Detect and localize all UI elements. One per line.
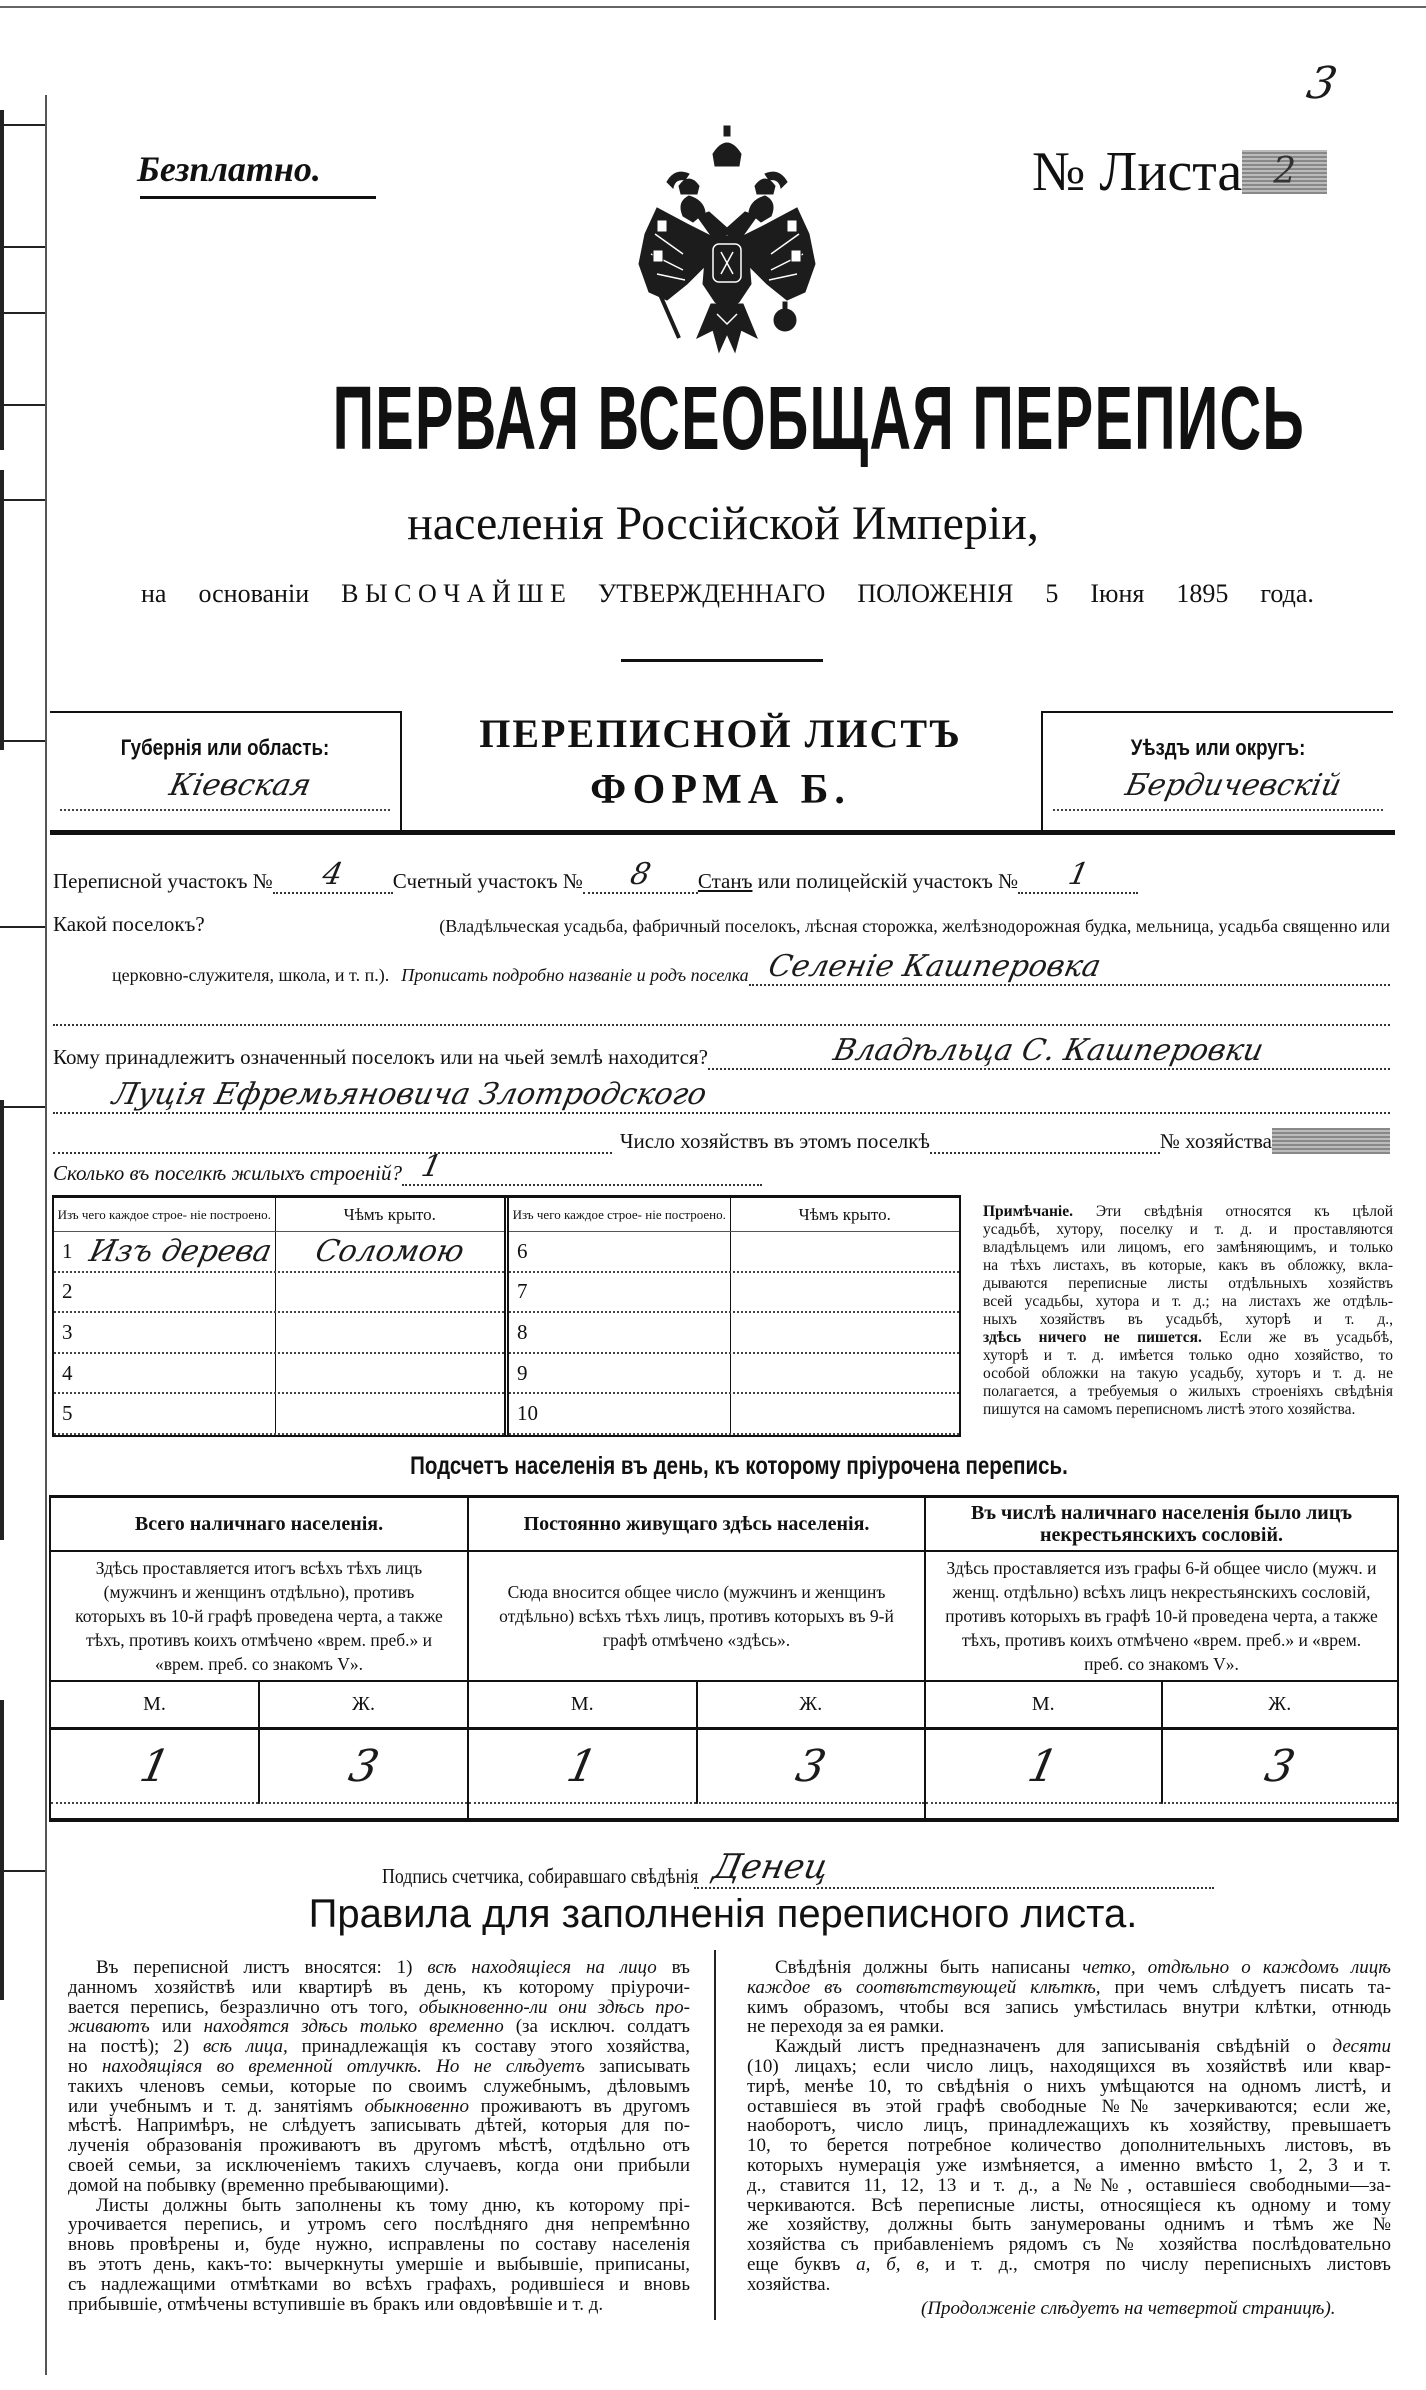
text-line bbox=[68, 2037, 690, 2057]
free-label-underline bbox=[140, 196, 376, 199]
text-line bbox=[983, 1383, 1393, 1401]
population-column bbox=[51, 1498, 467, 1818]
population-column bbox=[467, 1498, 924, 1818]
roof-header: Чѣмъ крыто. bbox=[343, 1204, 436, 1224]
text-line bbox=[68, 2136, 690, 2156]
rules-paragraph bbox=[747, 1958, 1391, 2037]
row-number: 8 bbox=[517, 1319, 528, 1344]
rules-left-column bbox=[68, 1958, 690, 2314]
text-segment: въ этотъ день, какъ-то: вычеркнуты умершіе и выбывшіе, приписаны, bbox=[68, 2253, 690, 2275]
text-line bbox=[68, 2196, 690, 2216]
building-row bbox=[509, 1394, 959, 1435]
text-segment: же хозяйству, должны быть занумерованы однимъ и тѣмъ же № bbox=[747, 2214, 1391, 2236]
settlement-instruction: Прописать подробно названіе и родъ поселка bbox=[401, 965, 749, 985]
household-no-label: № хозяйства bbox=[1159, 1129, 1272, 1153]
basis-word: УТВЕРЖДЕННАГО bbox=[597, 579, 826, 608]
gubernia-value: Кіевская bbox=[166, 768, 314, 803]
material-cell bbox=[509, 1313, 731, 1352]
header-bar bbox=[50, 830, 1395, 835]
emphasis-text: Примѣчаніе. bbox=[983, 1203, 1073, 1220]
text-segment: хуторѣ и т. д. имѣется только одно хозяйство, то bbox=[983, 1347, 1393, 1364]
buildings-table bbox=[52, 1195, 961, 1437]
male-header: М. bbox=[570, 1693, 594, 1715]
female-header: Ж. bbox=[258, 1682, 467, 1727]
text-line bbox=[68, 1998, 690, 2018]
emphasis-text: а, б, в, bbox=[856, 2253, 930, 2275]
text-segment: усадьбѣ, хутору, поселку и т. д. и проставляются bbox=[983, 1221, 1393, 1238]
text-segment: мѣстѣ. Напримѣръ, не слѣдуетъ записывать дѣтей, которыя для по- bbox=[68, 2115, 690, 2137]
text-segment: своей семьи, за исключеніемъ такихъ случаевъ, когда они прибыли bbox=[68, 2154, 690, 2176]
rules-paragraph bbox=[747, 2037, 1391, 2294]
basis-word: ПОЛОЖЕНІЯ bbox=[857, 579, 1014, 608]
text-segment: (за исключ. солдатъ bbox=[503, 2016, 690, 2038]
building-row bbox=[509, 1232, 959, 1273]
row-number: 4 bbox=[62, 1360, 73, 1385]
values-row bbox=[51, 1730, 467, 1818]
male-header: М. bbox=[143, 1693, 166, 1715]
text-segment: всей усадьбы, хутора и т. д.; на листахъ же отдѣль- bbox=[983, 1293, 1393, 1310]
material-cell bbox=[54, 1394, 276, 1433]
material-cell bbox=[54, 1232, 276, 1271]
text-line bbox=[68, 2156, 690, 2176]
households-row bbox=[53, 1118, 1390, 1154]
column-description: Сюда вносится общее число (мужчинъ и женщинъ отдѣльно) всѣхъ тѣхъ лицъ, противъ которыхъ въ 9-й графѣ отмѣчено «здѣсь». bbox=[469, 1552, 924, 1682]
margin-tick bbox=[0, 404, 45, 406]
text-line bbox=[68, 2295, 690, 2315]
top-edge bbox=[0, 6, 1426, 8]
form-title: ПЕРЕПИСНОЙ ЛИСТЪ bbox=[479, 711, 962, 756]
signature-field bbox=[694, 1843, 1214, 1889]
column-title: Постоянно живущаго здѣсь населенія. bbox=[469, 1498, 924, 1552]
margin-tick bbox=[0, 312, 45, 314]
text-segment: на постѣ); 2) bbox=[68, 2036, 203, 2058]
text-line bbox=[747, 2077, 1391, 2097]
building-row bbox=[54, 1313, 504, 1354]
material-cell bbox=[54, 1273, 276, 1312]
settlement-hint-2: церковно-служителя, школа, и т. п.). bbox=[112, 965, 390, 985]
census-district-label: Переписной участокъ № bbox=[53, 869, 273, 893]
settlement-hint: (Владѣльческая усадьба, фабричный поселокъ, лѣсная сторожка, желѣзнодорожная будка, мельница, усадьба священно или bbox=[439, 916, 1390, 936]
population-count-title: Подсчетъ населенія въ день, къ которому пріурочена перепись. bbox=[410, 1452, 1068, 1480]
text-segment: Свѣдѣнія должны быть написаны bbox=[775, 1957, 1083, 1978]
roof-cell bbox=[276, 1273, 505, 1312]
rules-paragraph bbox=[68, 1958, 690, 2196]
signature-value: Денец bbox=[709, 1847, 833, 1887]
text-line bbox=[983, 1365, 1393, 1383]
text-segment: принадлежащія къ составу этого хозяйства, bbox=[287, 2036, 690, 2058]
basis-word: В Ы С О Ч А Й Ш Е bbox=[341, 579, 566, 608]
owner-value-2: Луція Ефремьяновича Злотродского bbox=[109, 1077, 710, 1112]
text-segment: полагается, а требуемыя о жилыхъ строеніяхъ свѣдѣнія bbox=[983, 1383, 1393, 1400]
text-segment: д., ставится 11, 12, 13 и т. д., а №№, оставшіеся свободными—за- bbox=[747, 2174, 1391, 2196]
uezd-label: Уѣздъ или округъ: bbox=[1130, 735, 1306, 760]
row-number: 5 bbox=[62, 1401, 73, 1426]
settlement-label: Какой поселокъ? bbox=[53, 912, 205, 936]
roof-cell bbox=[731, 1273, 960, 1312]
settlement-row-2 bbox=[112, 950, 1390, 986]
rules-paragraph bbox=[68, 2196, 690, 2315]
blank-line bbox=[53, 990, 1390, 1026]
row-number: 9 bbox=[517, 1360, 528, 1385]
margin-tick bbox=[0, 1106, 45, 1108]
text-segment: и т. д., смотря по числу переписныхъ листовъ bbox=[929, 2253, 1391, 2275]
text-segment: черкиваются. Всѣ переписные листы, относящіеся къ одному и тому bbox=[747, 2194, 1391, 2216]
building-row bbox=[509, 1354, 959, 1395]
text-segment: особой обложки на такую усадьбу, хуторъ и т. д. не bbox=[983, 1365, 1393, 1382]
basis-word: основаніи bbox=[198, 579, 310, 608]
female-value: 3 bbox=[791, 1740, 831, 1792]
text-line bbox=[747, 1998, 1391, 2018]
male-value: 1 bbox=[562, 1740, 602, 1792]
text-line bbox=[983, 1347, 1393, 1365]
building-row bbox=[54, 1232, 504, 1273]
settlement-extra-line bbox=[53, 990, 1390, 1026]
sex-header-row bbox=[469, 1682, 924, 1730]
text-line bbox=[983, 1275, 1393, 1293]
document-subtitle: населенія Россійской Имперіи, bbox=[407, 497, 1039, 550]
male-header: М. bbox=[1031, 1693, 1055, 1715]
text-segment: тирѣ, менѣе 10, то свѣдѣнія о нихъ умѣщаются на одномъ листѣ, и bbox=[747, 2075, 1391, 2097]
document-title: ПЕРВАЯ ВСЕОБЩАЯ ПЕРЕПИСЬ bbox=[332, 369, 1306, 469]
owner-value-1: Владѣльца С. Кашперовки bbox=[830, 1033, 1268, 1068]
emphasis-text: всѣ находящіеся на лицо bbox=[427, 1957, 657, 1978]
column-title: Всего наличнаго населенія. bbox=[51, 1498, 467, 1552]
continued-note: (Продолженіе слѣдуетъ на четвертой страницѣ). bbox=[921, 2298, 1336, 2319]
population-table bbox=[49, 1495, 1399, 1822]
male-value-cell bbox=[51, 1730, 258, 1804]
buildings-table-right bbox=[504, 1198, 959, 1435]
sheet-number-value: 2 bbox=[1242, 150, 1327, 194]
text-segment: кимъ образомъ, чтобы вся запись умѣстилась внутри клѣтки, отнюдь bbox=[747, 1996, 1391, 2018]
material-cell bbox=[509, 1394, 731, 1433]
text-segment: проживаютъ въ другомъ bbox=[469, 2095, 691, 2117]
owner-row bbox=[53, 1034, 1390, 1070]
form-name: ФОРМА Б. bbox=[590, 767, 851, 813]
text-line bbox=[747, 2057, 1391, 2077]
text-line bbox=[983, 1257, 1393, 1275]
text-segment: при чемъ слѣдуетъ писать та- bbox=[1100, 1976, 1391, 1998]
stan-field bbox=[1018, 858, 1138, 894]
male-value: 1 bbox=[135, 1740, 174, 1792]
female-value: 3 bbox=[1260, 1740, 1300, 1792]
text-segment: вается перепись, безразлично отъ того, bbox=[68, 1996, 419, 2018]
text-segment: записывать bbox=[584, 2055, 691, 2077]
roof-cell bbox=[731, 1394, 960, 1433]
census-district-value: 4 bbox=[319, 857, 347, 892]
female-value-cell bbox=[258, 1730, 467, 1804]
title-divider bbox=[621, 659, 823, 662]
text-line bbox=[68, 2116, 690, 2136]
text-line bbox=[747, 2235, 1391, 2255]
text-line bbox=[747, 1978, 1391, 1998]
text-segment: домой на побывку (временно пребывающими). bbox=[68, 2174, 450, 2196]
male-value-cell bbox=[469, 1730, 696, 1804]
basis-word: 5 bbox=[1045, 579, 1059, 608]
margin-tick bbox=[0, 1870, 45, 1872]
text-line bbox=[68, 2235, 690, 2255]
roof-cell bbox=[731, 1313, 960, 1352]
text-segment: оставшіеся въ этой графѣ свободные №№ зачеркиваются; если же, bbox=[747, 2095, 1391, 2117]
emphasis-text: находящіяся во временной отлучкѣ. Но не слѣдуетъ bbox=[101, 2055, 585, 2077]
text-line bbox=[68, 2077, 690, 2097]
male-value-cell bbox=[926, 1730, 1161, 1804]
text-segment: дываются переписные листы отдѣльныхъ хозяйствъ bbox=[983, 1275, 1393, 1292]
text-line bbox=[747, 2156, 1391, 2176]
owner-field bbox=[708, 1034, 1390, 1070]
text-line bbox=[68, 2097, 690, 2117]
text-line bbox=[983, 1293, 1393, 1311]
text-segment: пишутся на самомъ переписномъ листѣ этого хозяйства. bbox=[983, 1401, 1356, 1418]
text-segment: ныхъ хозяйствъ въ усадьбѣ, хуторѣ и т. д., bbox=[983, 1311, 1393, 1328]
text-segment: или bbox=[149, 2016, 204, 2038]
text-segment: но bbox=[68, 2055, 102, 2077]
emphasis-text: обыкновенно-ли они здѣсь про- bbox=[418, 1996, 690, 2018]
text-line bbox=[747, 2017, 1391, 2037]
count-district-label: Счетный участокъ № bbox=[392, 869, 583, 893]
text-segment: Въ переписной листъ вносятся: 1) bbox=[96, 1957, 428, 1978]
uezd-box bbox=[1041, 711, 1393, 833]
rules-right-column bbox=[747, 1958, 1391, 2295]
text-segment: 10, то берется потребное количество дополнительныхъ листовъ, въ bbox=[747, 2135, 1391, 2157]
uezd-value: Бердичевскій bbox=[1121, 768, 1345, 803]
text-line bbox=[747, 2275, 1391, 2295]
census-district-field bbox=[273, 858, 393, 894]
row-number: 2 bbox=[62, 1279, 73, 1304]
settlement-value: Селеніе Кашперовка bbox=[764, 949, 1104, 984]
buildings-count-field bbox=[402, 1150, 762, 1186]
text-segment: Эти свѣдѣнія относятся къ цѣлой bbox=[1072, 1203, 1393, 1220]
text-segment: на тѣхъ листахъ, въ которые, какъ въ обложку, вкла- bbox=[983, 1257, 1393, 1274]
text-line bbox=[747, 2215, 1391, 2235]
building-row bbox=[509, 1273, 959, 1314]
police-district-label: или полицейскій участокъ № bbox=[752, 869, 1019, 893]
female-value: 3 bbox=[344, 1740, 383, 1792]
text-segment: наоборотъ, число лицъ, принадлежащихъ къ хозяйству, превышаетъ bbox=[747, 2115, 1391, 2137]
buildings-count-label: Сколько въ поселкѣ жилыхъ строеній? bbox=[53, 1161, 402, 1185]
count-district-value: 8 bbox=[627, 857, 654, 892]
margin-tick bbox=[0, 246, 45, 248]
text-segment: прибывшіе, отмѣчены вступившіе въ бракъ или овдовѣвшіе и т. д. bbox=[68, 2293, 604, 2315]
text-segment: съ надлежащими отмѣтками во всѣхъ графахъ, родившіеся и вновь bbox=[68, 2273, 690, 2295]
stan-value: 1 bbox=[1064, 857, 1092, 892]
text-segment: владѣльцемъ или лицомъ, его замѣняющимъ, и только bbox=[983, 1239, 1393, 1256]
emphasis-text: обыкновенно bbox=[364, 2095, 469, 2117]
material-cell bbox=[54, 1354, 276, 1393]
sex-header-row bbox=[51, 1682, 467, 1730]
roof-cell bbox=[276, 1232, 505, 1271]
text-segment: вновь провѣрены и, буде нужно, исправлены по составу населенія bbox=[68, 2234, 690, 2256]
text-line bbox=[747, 1958, 1391, 1978]
rules-title: Правила для заполненія переписного листа. bbox=[308, 1892, 1138, 1936]
text-line bbox=[983, 1203, 1393, 1221]
emphasis-text: четко, отдѣльно о каждомъ лицѣ bbox=[1082, 1957, 1391, 1978]
sheet-number bbox=[1032, 140, 1327, 204]
basis-word: 1895 bbox=[1176, 579, 1229, 608]
material-cell bbox=[509, 1232, 731, 1271]
text-segment: не переходя за ея рамки. bbox=[747, 2016, 945, 2038]
margin-tick bbox=[0, 926, 45, 928]
text-segment: хозяйства. bbox=[747, 2273, 831, 2295]
row-number: 3 bbox=[62, 1319, 73, 1344]
population-column bbox=[924, 1498, 1397, 1818]
margin-mark bbox=[0, 110, 4, 450]
roof-cell bbox=[731, 1354, 960, 1393]
buildings-count-value: 1 bbox=[418, 1149, 445, 1184]
column-description: Здѣсь проставляется итогъ всѣхъ тѣхъ лицъ (мужчинъ и женщинъ отдѣльно), противъ которыхъ въ 10-й графѣ проведена черта, а также тѣхъ, противъ коихъ отмѣчено «врем. преб.» и «врем. преб. со знакомъ V». bbox=[51, 1552, 467, 1682]
row-number: 1 bbox=[62, 1238, 73, 1263]
material-cell bbox=[509, 1273, 731, 1312]
text-segment: лученія образованія проживаютъ въ другомъ мѣстѣ, отдѣльно отъ bbox=[68, 2135, 690, 2157]
text-segment: (10) лицахъ; если число лицъ, находящихся въ хозяйствѣ или квар- bbox=[747, 2055, 1391, 2077]
female-header: Ж. bbox=[1161, 1682, 1398, 1727]
text-line bbox=[747, 2037, 1391, 2057]
settlement-field bbox=[749, 950, 1390, 986]
material-cell bbox=[54, 1313, 276, 1352]
legal-basis-line bbox=[141, 579, 1314, 609]
basis-word: года. bbox=[1260, 579, 1314, 608]
text-line bbox=[747, 2136, 1391, 2156]
districts-row bbox=[53, 858, 1390, 894]
text-line bbox=[983, 1311, 1393, 1329]
margin-tick bbox=[0, 124, 45, 126]
page-number: 3 bbox=[1302, 58, 1342, 109]
building-row bbox=[54, 1273, 504, 1314]
roof-cell bbox=[276, 1313, 505, 1352]
text-segment: хозяйства съ прибавленіемъ рядомъ съ № хозяйства послѣдовательно bbox=[747, 2234, 1391, 2256]
text-segment: еще буквъ bbox=[747, 2253, 857, 2275]
free-of-charge-label: Безплатно. bbox=[137, 149, 321, 189]
material-cell bbox=[509, 1354, 731, 1393]
households-label: Число хозяйствъ въ этомъ поселкѣ bbox=[619, 1129, 930, 1153]
emphasis-text: здѣсь ничего не пишется. bbox=[983, 1329, 1202, 1346]
note-text bbox=[983, 1203, 1393, 1419]
emphasis-text: живаютъ bbox=[68, 2016, 150, 2038]
text-line bbox=[68, 2176, 690, 2196]
text-line bbox=[747, 2116, 1391, 2136]
margin-tick bbox=[0, 740, 45, 742]
gubernia-box bbox=[50, 711, 402, 833]
column-description: Здѣсь проставляется изъ графы 6-й общее число (мужч. и женщ. отдѣльно) всѣхъ лицъ некрестьянскихъ сословій, противъ которыхъ въ графѣ 10-й проведена черта, а также тѣхъ, противъ коихъ отмѣчено «врем. преб.» и «врем. преб. со знакомъ V». bbox=[926, 1552, 1397, 1682]
building-row bbox=[54, 1394, 504, 1435]
female-header: Ж. bbox=[696, 1682, 925, 1727]
roof-cell bbox=[731, 1232, 960, 1271]
female-value-cell bbox=[696, 1730, 925, 1804]
row-number: 6 bbox=[517, 1238, 528, 1263]
buildings-count-row bbox=[53, 1150, 1390, 1186]
roof-cell bbox=[276, 1394, 505, 1433]
building-row bbox=[509, 1313, 959, 1354]
signature-label: Подпись счетчика, собиравшаго свѣдѣнія bbox=[382, 1864, 699, 1888]
text-line bbox=[983, 1329, 1393, 1347]
text-line bbox=[983, 1401, 1393, 1419]
text-line bbox=[747, 2097, 1391, 2117]
imperial-eagle-emblem bbox=[627, 124, 827, 358]
rules-column-divider bbox=[714, 1950, 716, 2320]
text-line bbox=[983, 1239, 1393, 1257]
count-district-field bbox=[583, 858, 698, 894]
sheet-number-label: № Листа bbox=[1032, 141, 1243, 203]
female-value-cell bbox=[1161, 1730, 1398, 1804]
text-line bbox=[68, 2017, 690, 2037]
text-line bbox=[747, 2196, 1391, 2216]
uezd-line bbox=[1053, 809, 1383, 811]
male-value: 1 bbox=[1023, 1740, 1063, 1792]
text-line bbox=[68, 2215, 690, 2235]
emphasis-text: каждое въ соотвѣтствующей клѣткѣ, bbox=[747, 1976, 1101, 1998]
material-header: Изъ чего каждое строе- ніе построено. bbox=[54, 1198, 276, 1231]
gubernia-label: Губернія или область: bbox=[120, 735, 330, 760]
roof-cell bbox=[276, 1354, 505, 1393]
households-field bbox=[930, 1118, 1160, 1154]
emphasis-text: находятся здѣсь только временно bbox=[203, 2016, 504, 2038]
owner-field-2 bbox=[53, 1078, 1390, 1114]
row-number: 10 bbox=[517, 1401, 538, 1426]
text-line bbox=[68, 2275, 690, 2295]
values-row bbox=[469, 1730, 924, 1818]
settlement-row bbox=[53, 912, 1390, 937]
stan-label: Станъ bbox=[697, 869, 753, 893]
margin-mark bbox=[0, 1700, 4, 2000]
text-segment: урочивается перепись, и утромъ сего послѣдняго дня непремѣнно bbox=[68, 2214, 690, 2236]
building-row bbox=[54, 1354, 504, 1395]
emphasis-text: всѣ лица, bbox=[202, 2036, 288, 2058]
blank-line bbox=[53, 1118, 612, 1154]
signature-row bbox=[382, 1843, 1214, 1889]
text-segment: такихъ членовъ семьи, которые по своимъ служебнымъ, дѣловымъ bbox=[68, 2075, 690, 2097]
text-segment: данномъ хозяйствѣ или квартирѣ въ день, къ которому пріурочи- bbox=[68, 1976, 690, 1998]
text-line bbox=[983, 1221, 1393, 1239]
text-line bbox=[68, 2057, 690, 2077]
text-line bbox=[747, 2255, 1391, 2275]
text-segment: которыхъ нумерація уже измѣняется, а именно вмѣсто 1, 2, 3 и т. bbox=[747, 2154, 1391, 2176]
buildings-table-left bbox=[54, 1198, 504, 1435]
emphasis-text: десяти bbox=[1332, 2036, 1391, 2058]
values-row bbox=[926, 1730, 1397, 1818]
text-segment: Листы должны быть заполнены къ тому дню, къ которому прі- bbox=[96, 2194, 690, 2216]
basis-word: на bbox=[141, 579, 167, 608]
text-segment: Каждый листъ предназначенъ для записыванія свѣдѣній о bbox=[775, 2036, 1333, 2058]
owner-row-2 bbox=[53, 1078, 1390, 1114]
text-segment: въ bbox=[656, 1957, 690, 1978]
gubernia-line bbox=[60, 809, 390, 811]
sex-header-row bbox=[926, 1682, 1397, 1730]
material-header: Изъ чего каждое строе- ніе построено. bbox=[509, 1198, 731, 1231]
text-segment: Если же въ усадьбѣ, bbox=[1201, 1329, 1393, 1346]
text-line bbox=[68, 2255, 690, 2275]
roof-value: Соломою bbox=[312, 1233, 468, 1269]
roof-header: Чѣмъ крыто. bbox=[798, 1204, 891, 1224]
text-segment: или учебнымъ и т. д. занятіямъ bbox=[68, 2095, 365, 2117]
basis-word: Іюня bbox=[1090, 579, 1145, 608]
material-value: Изъ дерева bbox=[86, 1233, 275, 1269]
margin-mark bbox=[0, 1100, 4, 1540]
owner-label: Кому принадлежитъ означенный поселокъ или на чьей землѣ находится? bbox=[53, 1045, 708, 1069]
column-title: Въ числѣ наличнаго населенія было лицъ некрестьянскихъ сословій. bbox=[926, 1498, 1397, 1552]
text-line bbox=[747, 2176, 1391, 2196]
margin-rule bbox=[45, 95, 47, 2375]
text-line bbox=[68, 1978, 690, 1998]
text-line bbox=[68, 1958, 690, 1978]
row-number: 7 bbox=[517, 1279, 528, 1304]
